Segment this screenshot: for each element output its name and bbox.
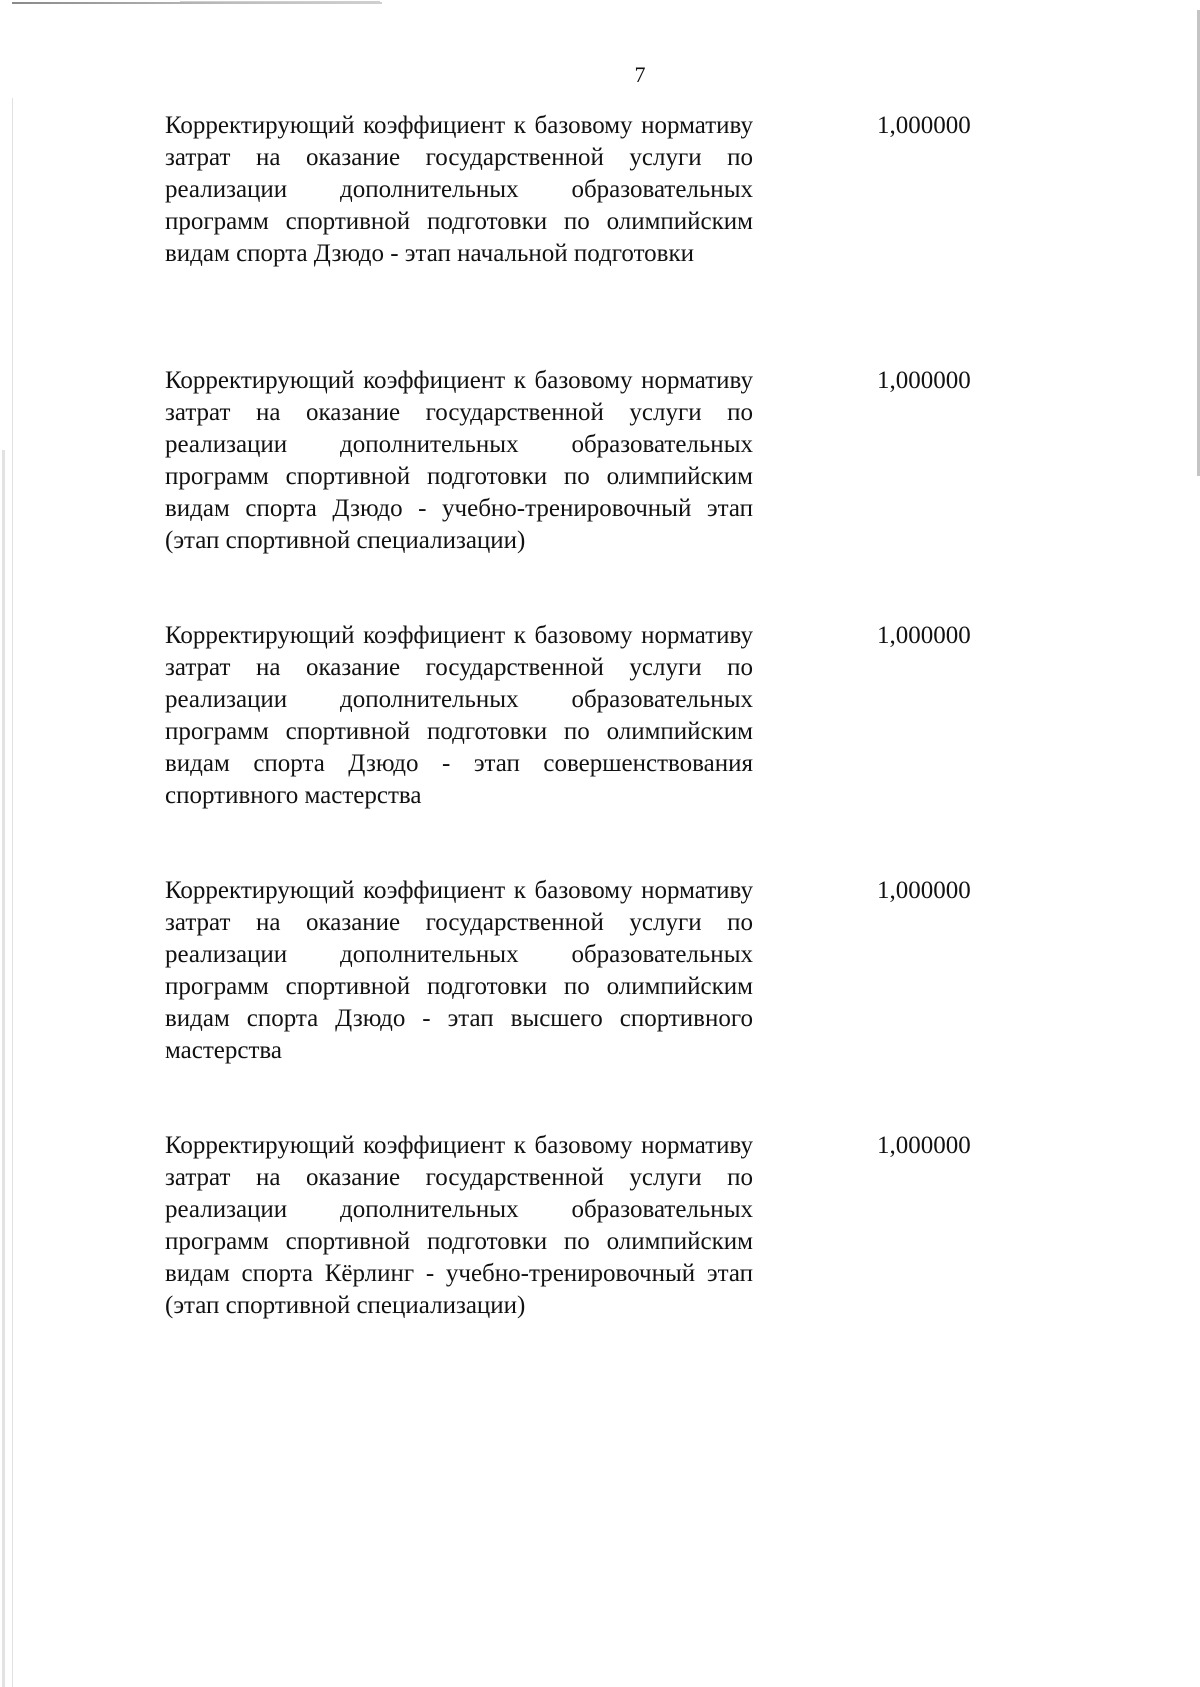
coefficient-value: 1,000000 bbox=[877, 877, 971, 904]
coefficient-entry-judo-initial bbox=[165, 110, 1165, 270]
coefficient-value: 1,000000 bbox=[877, 367, 971, 394]
coefficient-description: Корректирующий коэффициент к базовому нормативу затрат на оказание государственной услуги по реализации дополнительных образовательных программ спортивной подготовки по олимпийским видам спорта Дзюдо - этап совершенствования спортивного мастерства bbox=[165, 622, 753, 809]
coefficient-value: 1,000000 bbox=[877, 112, 971, 139]
page-number: 7 bbox=[634, 62, 646, 87]
scan-edge-artifact-top bbox=[12, 2, 382, 4]
coefficient-entry-judo-training bbox=[165, 365, 1165, 557]
coefficient-value: 1,000000 bbox=[877, 622, 971, 649]
scan-edge-artifact-left-secondary bbox=[2, 450, 5, 1687]
coefficient-description: Корректирующий коэффициент к базовому нормативу затрат на оказание государственной услуги по реализации дополнительных образовательных программ спортивной подготовки по олимпийским видам спорта Дзюдо - этап высшего спортивного мастерства bbox=[165, 877, 753, 1064]
coefficient-description: Корректирующий коэффициент к базовому нормативу затрат на оказание государственной услуги по реализации дополнительных образовательных программ спортивной подготовки по олимпийским видам спорта Дзюдо - учебно-тренировочный этап (этап спортивной специализации) bbox=[165, 367, 753, 554]
coefficient-value: 1,000000 bbox=[877, 1132, 971, 1159]
coefficient-entry-curling-training bbox=[165, 1130, 1165, 1322]
coefficient-entry-judo-highest bbox=[165, 875, 1165, 1067]
coefficient-description: Корректирующий коэффициент к базовому нормативу затрат на оказание государственной услуги по реализации дополнительных образовательных программ спортивной подготовки по олимпийским видам спорта Кёрлинг - учебно-тренировочный этап (этап спортивной специализации) bbox=[165, 1132, 753, 1319]
coefficient-description: Корректирующий коэффициент к базовому нормативу затрат на оказание государственной услуги по реализации дополнительных образовательных программ спортивной подготовки по олимпийским видам спорта Дзюдо - этап начальной подготовки bbox=[165, 112, 753, 267]
coefficient-entry-judo-improvement bbox=[165, 620, 1165, 812]
scan-edge-artifact-top-secondary bbox=[180, 1, 380, 2]
